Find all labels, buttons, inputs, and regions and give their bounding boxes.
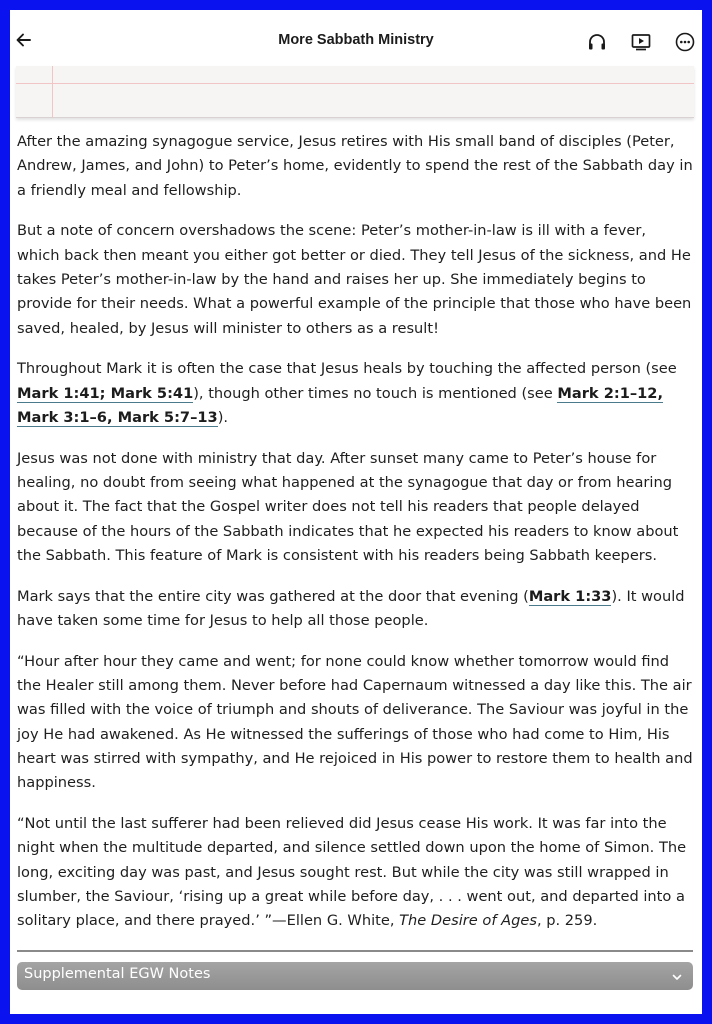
text-span: , p. 259. xyxy=(536,912,598,930)
ruled-line xyxy=(16,83,694,84)
paragraph xyxy=(17,812,693,933)
text-span: Throughout Mark it is often the case that Jesus heals by touching the affected person (see xyxy=(17,360,677,378)
book-title: The Desire of Ages xyxy=(399,912,537,930)
page-title: More Sabbath Ministry xyxy=(278,32,434,48)
supplemental-egw-notes-toggle[interactable] xyxy=(17,962,693,990)
text-span: ). It would have taken some time for Jesus to help all those people. xyxy=(17,587,685,630)
lesson-content xyxy=(17,130,693,950)
supplemental-label: Supplemental EGW Notes xyxy=(24,966,211,982)
paragraph: After the amazing synagogue service, Jesus retires with His small band of disciples (Peter, Andrew, James, and John) to Peter’s home, evidently to spend the rest of the Sabbath day in a friendly meal and fellowship. xyxy=(17,133,693,199)
paragraph xyxy=(17,585,693,634)
headphones-icon[interactable] xyxy=(586,31,608,53)
text-span: ), though other times no touch is mentioned (see xyxy=(193,384,558,402)
scripture-link-mark-1-33[interactable]: Mark 1:33 xyxy=(528,587,612,605)
section-divider xyxy=(17,950,693,952)
scripture-link-mark-1-41[interactable]: Mark 1:41; Mark 5:41 xyxy=(17,384,194,402)
top-bar xyxy=(10,10,702,66)
chevron-down-icon xyxy=(671,970,683,982)
text-span: ). xyxy=(217,408,229,426)
scripture-link-mark-2-1[interactable]: Mark 2:1–12, Mark 3:1–6, Mark 5:7–13 xyxy=(17,384,663,426)
paragraph: Jesus was not done with ministry that day. After sunset many came to Peter’s house for healing, no doubt from seeing what happened at the synagogue that day or from hearing about it. The fact that the Gospel writer does not tell his readers that people delayed because of the hours of the Sabbath indicates that he expected his readers to know about the Sabbath. This feature of Mark is consistent with his readers being Sabbath keepers. xyxy=(17,449,679,564)
play-video-icon[interactable] xyxy=(630,31,652,53)
notes-strip[interactable] xyxy=(16,66,694,118)
text-span: “Not until the last sufferer had been relieved did Jesus cease His work. It was far into the night when the multitude departed, and silence settled down upon the home of Simon. The long, exciting day was past, and Jesus sought rest. But while the city was still wrapped in slumber, the Saviour, ‘rising up a great while before day, . . . went out, and departed into a solitary place, and there prayed.’ ”—Ellen G. White, xyxy=(17,815,687,930)
paragraph xyxy=(17,357,693,430)
app-frame xyxy=(10,10,702,1014)
more-options-icon[interactable] xyxy=(674,31,696,53)
paragraph: But a note of concern overshadows the scene: Peter’s mother-in-law is ill with a fever, which back then meant you either got better or died. They tell Jesus of the sickness, and He takes Peter’s mother-in-law by the hand and raises her up. She immediately begins to provide for their needs. What a powerful example of the principle that those who have been saved, healed, by Jesus will minister to others as a result! xyxy=(17,222,692,337)
text-span: Mark says that the entire city was gathered at the door that evening ( xyxy=(17,587,529,605)
margin-line xyxy=(52,66,53,118)
paragraph: “Hour after hour they came and went; for none could know whether tomorrow would find the Healer still among them. Never before had Capernaum witnessed a day like this. The air was filled with the voice of triumph and shouts of deliverance. The Saviour was joyful in the joy He had awakened. As He witnessed the sufferings of those who had come to Him, His heart was stirred with sympathy, and He rejoiced in His power to restore them to health and happiness. xyxy=(17,652,693,792)
